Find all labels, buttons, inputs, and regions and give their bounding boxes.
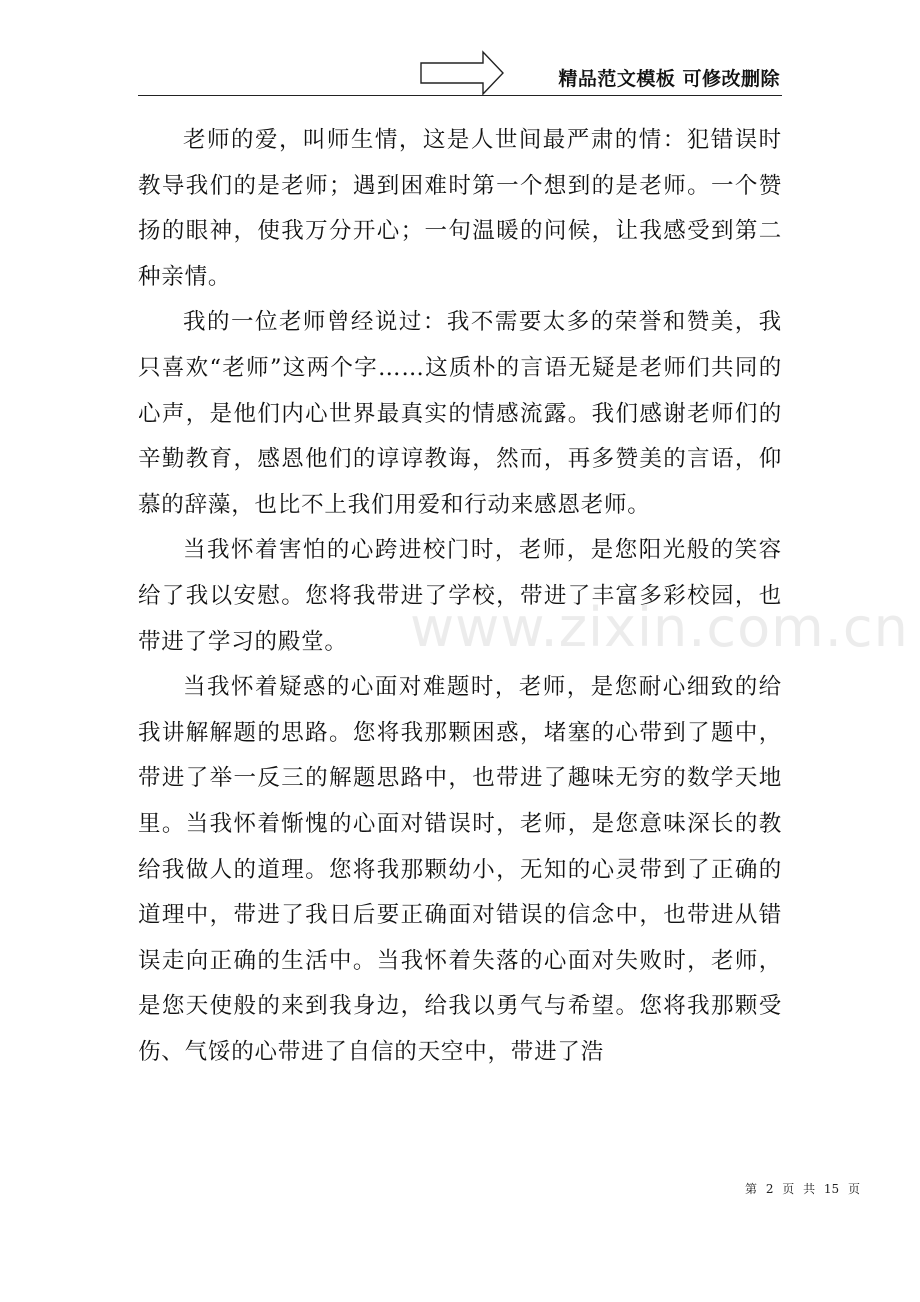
header-divider [138, 95, 782, 96]
page-header [138, 50, 782, 96]
watermark: www.zixin.com.cn [410, 596, 909, 659]
header-title: 精品范文模板 可修改删除 [558, 68, 780, 90]
paragraph: 我的一位老师曾经说过：我不需要太多的荣誉和赞美，我只喜欢“老师”这两个字……这质朴的言语无疑是老师们共同的心声，是他们内心世界最真实的情感流露。我们感谢老师们的辛勤教育，感恩他们的谆谆教诲，然而，再多赞美的言语，仰慕的辞藻，也比不上我们用爱和行动来感恩老师。 [138, 309, 782, 518]
document-body [138, 118, 782, 1075]
paragraph: 老师的爱，叫师生情，这是人世间最严肃的情：犯错误时教导我们的是老师；遇到困难时第一个想到的是老师。一个赞扬的眼神，使我万分开心；一句温暖的问候，让我感受到第二种亲情。 [138, 127, 782, 290]
page-number: 第 2 页 共 15 页 [745, 1182, 860, 1196]
paragraph: 当我怀着疑惑的心面对难题时，老师，是您耐心细致的给我讲解解题的思路。您将我那颗困惑，堵塞的心带到了题中，带进了举一反三的解题思路中，也带进了趣味无穷的数学天地里。当我怀着惭愧的心面对错误时，老师，是您意味深长的教给我做人的道理。您将我那颗幼小，无知的心灵带到了正确的道理中，带进了我日后要正确面对错误的信念中，也带进从错误走向正确的生活中。当我怀着失落的心面对失败时，老师，是您天使般的来到我身边，给我以勇气与希望。您将我那颗受伤、气馁的心带进了自信的天空中，带进了浩 [138, 674, 782, 1065]
right-arrow-icon [420, 50, 506, 96]
paragraph: 当我怀着害怕的心跨进校门时，老师，是您阳光般的笑容给了我以安慰。您将我带进了学校，带进了丰富多彩校园，也带进了学习的殿堂。 [138, 537, 782, 655]
